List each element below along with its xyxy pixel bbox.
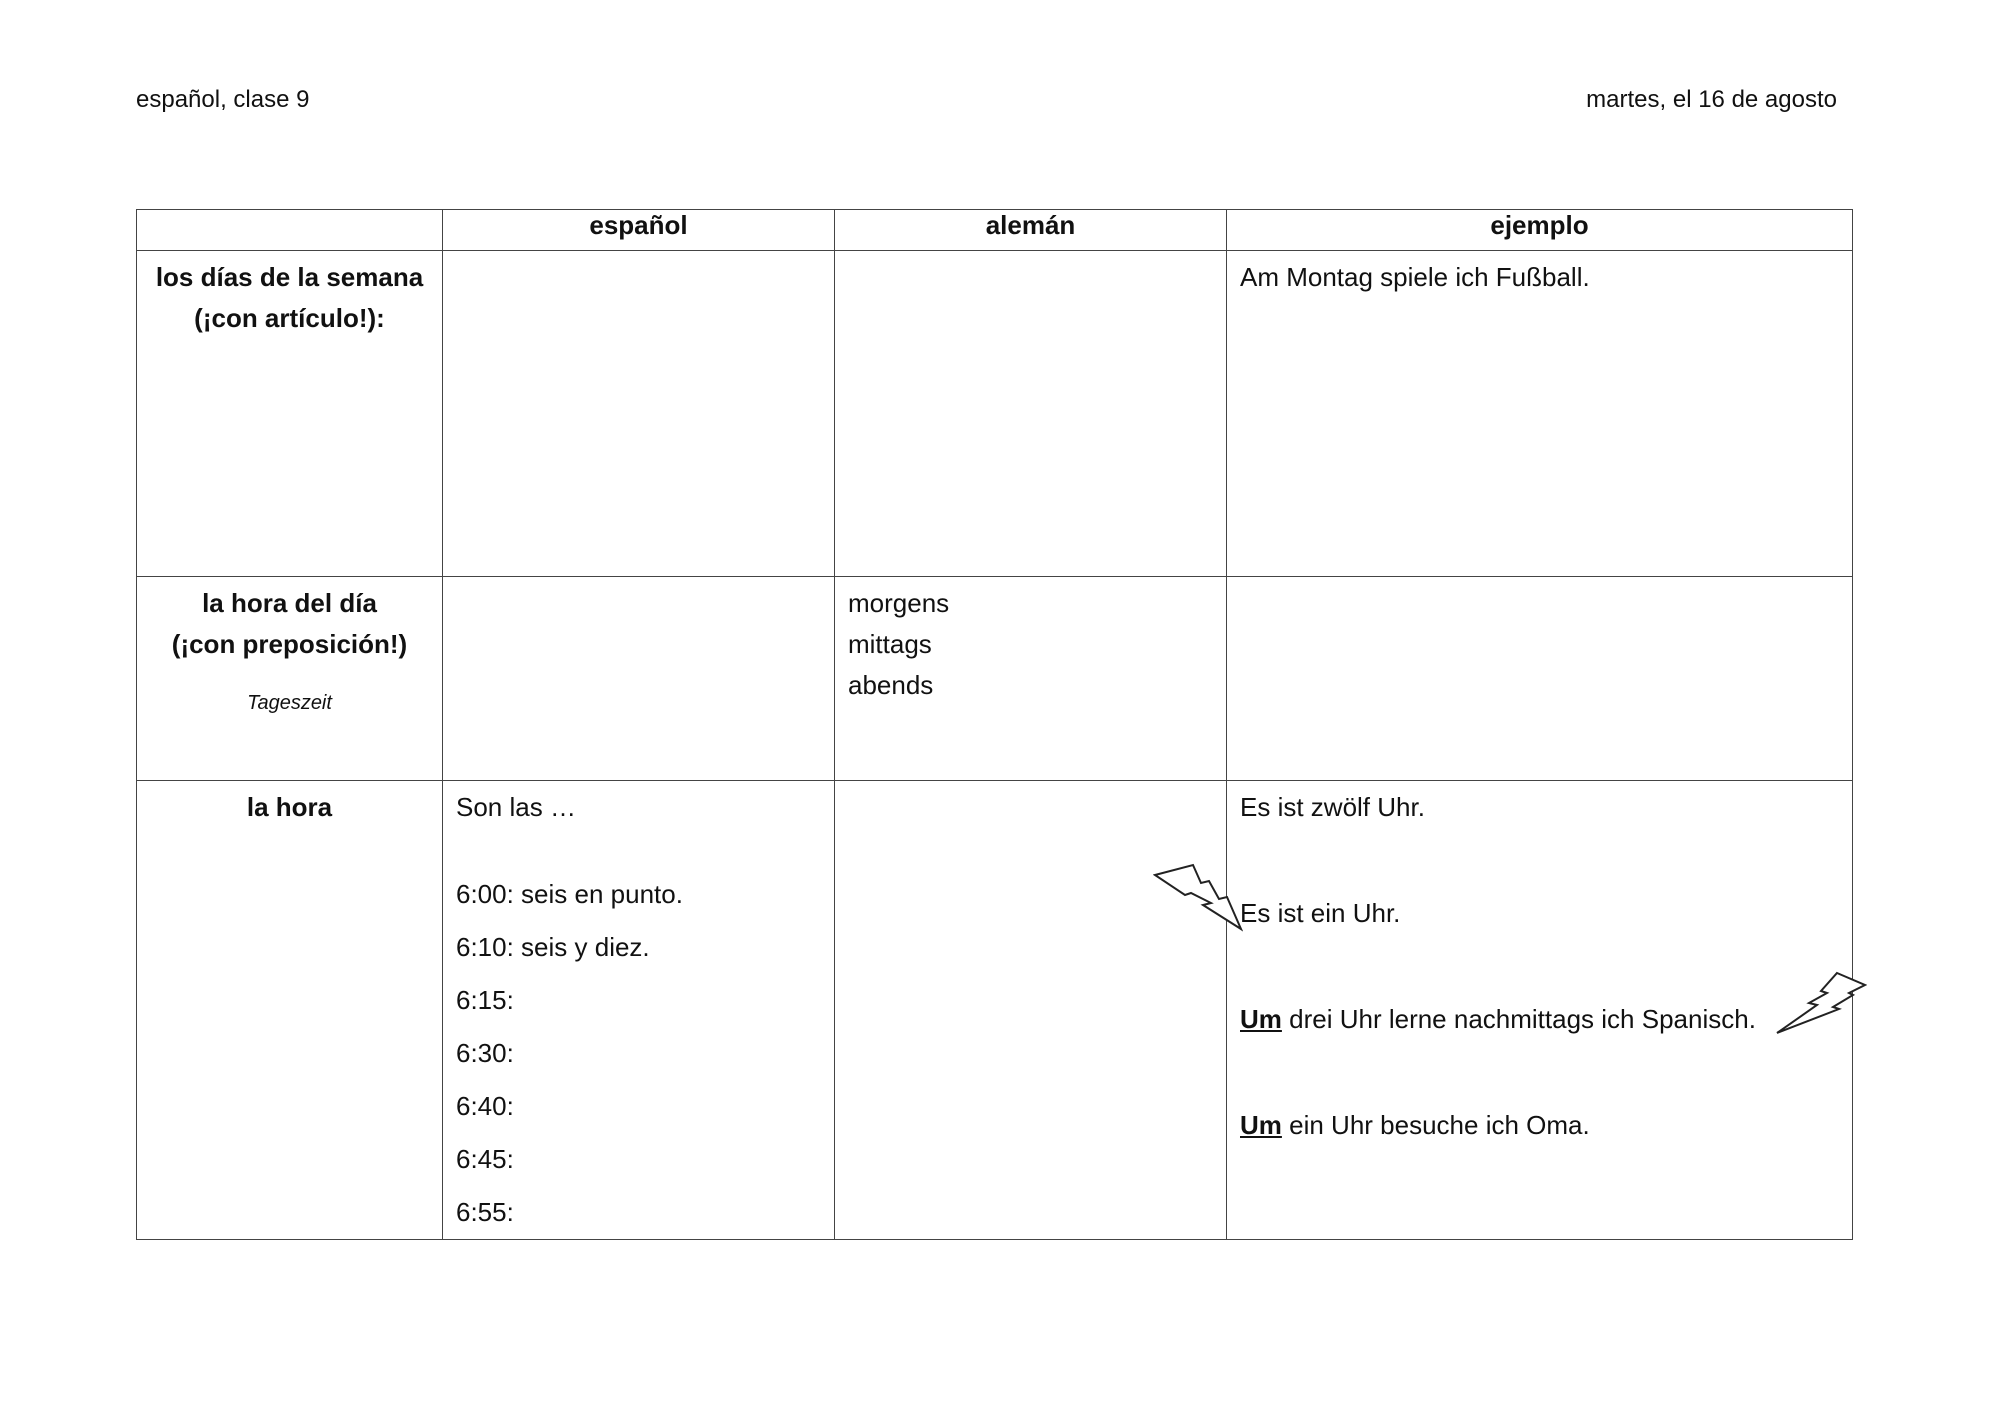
list-item: 6:55: (456, 1197, 514, 1227)
list-item: mittags (848, 629, 932, 659)
vocabulary-table (136, 209, 1853, 1240)
date-label: martes, el 16 de agosto (1586, 86, 1837, 113)
cell-hora-del-dia-espanol (443, 577, 835, 781)
example-sentence: Es ist ein Uhr. (1240, 898, 1401, 928)
cell-hora-espanol (443, 781, 835, 1240)
cell-hora-del-dia-ejemplo (1227, 577, 1853, 781)
row-label-hora-del-dia: la hora del día (¡con preposición!) Tageszeit (137, 577, 443, 781)
cell-dias-aleman (835, 251, 1227, 577)
cell-dias-espanol (443, 251, 835, 577)
time-intro: Son las … (456, 792, 576, 822)
table-row-dias (137, 251, 1853, 577)
cell-hora-aleman (835, 781, 1227, 1240)
row-label-hora: la hora (137, 781, 443, 1240)
example-sentence: Um drei Uhr lerne nachmittags ich Spanisch. (1240, 1004, 1756, 1034)
example-sentence: Am Montag spiele ich Fußball. (1240, 262, 1590, 292)
cell-hora-del-dia-aleman (835, 577, 1227, 781)
table-row-hora-del-dia (137, 577, 1853, 781)
cell-dias-ejemplo (1227, 251, 1853, 577)
column-header-espanol: español (443, 210, 835, 251)
list-item: 6:30: (456, 1038, 514, 1068)
list-item: 6:15: (456, 985, 514, 1015)
cell-hora-ejemplo (1227, 781, 1853, 1240)
course-label: español, clase 9 (136, 86, 310, 113)
row-sublabel-tageszeit: Tageszeit (247, 692, 332, 714)
preposition-um: Um (1240, 1004, 1282, 1034)
table-header-row (137, 210, 1853, 251)
list-item: 6:00: seis en punto. (456, 879, 683, 909)
row-label-dias: los días de la semana (¡con artículo!): (137, 251, 443, 577)
table-row-hora (137, 781, 1853, 1240)
example-sentence: Um ein Uhr besuche ich Oma. (1240, 1110, 1590, 1140)
column-header-ejemplo: ejemplo (1227, 210, 1853, 251)
preposition-um: Um (1240, 1110, 1282, 1140)
example-sentence: Es ist zwölf Uhr. (1240, 792, 1425, 822)
column-header-aleman: alemán (835, 210, 1227, 251)
list-item: morgens (848, 588, 950, 618)
lightning-bolt-icon (1775, 971, 1867, 1035)
list-item: 6:40: (456, 1091, 514, 1121)
column-header-empty (137, 210, 443, 251)
list-item: 6:45: (456, 1144, 514, 1174)
list-item: abends (848, 670, 934, 700)
list-item: 6:10: seis y diez. (456, 932, 650, 962)
